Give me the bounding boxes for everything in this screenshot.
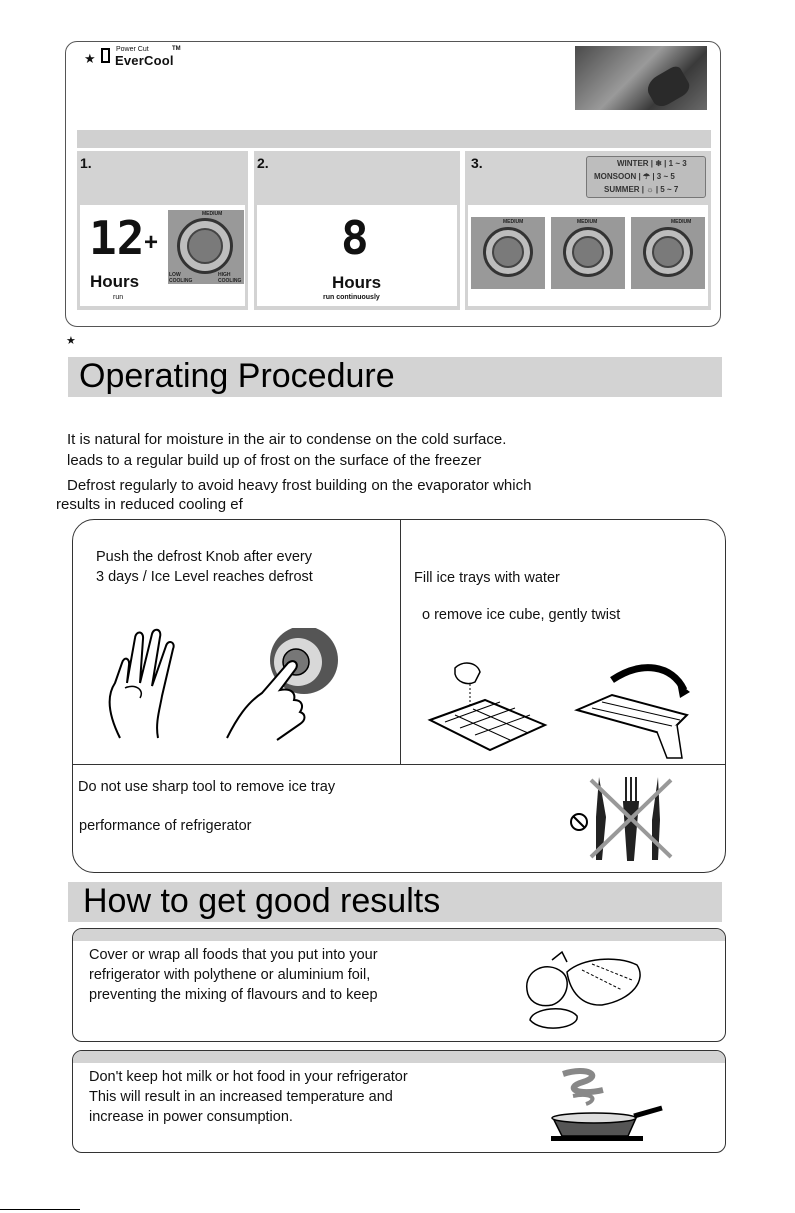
results-header [68, 882, 722, 922]
season-row: MONSOON | ☂ | 3 ~ 5 [594, 172, 675, 181]
footer-rule [0, 1209, 80, 1210]
hot-food-pan-icon [548, 1066, 668, 1144]
step-2-number: 2. [257, 155, 269, 171]
digits-12: 12 [89, 211, 145, 265]
step-1-content [80, 205, 245, 306]
ice-text-line: Fill ice trays with water [414, 570, 560, 586]
grey-band [73, 929, 725, 941]
result-text-line: refrigerator with polythene or aluminium foil, [89, 967, 371, 983]
result-text-line: This will result in an increased temperature and [89, 1089, 393, 1105]
season-name: SUMMER [604, 185, 640, 194]
ice-text-line: o remove ice cube, gently twist [422, 607, 621, 623]
dial-knob-icon [652, 236, 684, 268]
dial-knob-icon [187, 228, 223, 264]
dial-knob-icon [492, 236, 524, 268]
step-3-content [468, 205, 708, 306]
para-line: It is natural for moisture in the air to condense on the cold surface. [67, 431, 507, 448]
para-line: results in reduced cooling ef [56, 496, 243, 513]
season-setting-legend [586, 156, 706, 198]
season-row: SUMMER | ☼ | 5 ~ 7 [604, 185, 679, 194]
star-icon: ★ [84, 51, 96, 66]
season-name: WINTER [617, 159, 649, 168]
wrapped-food-icon [522, 950, 662, 1034]
result-text-line: Don't keep hot milk or hot food in your refrigerator [89, 1069, 408, 1085]
trademark-mark: TM [172, 46, 181, 52]
step-3-number: 3. [471, 155, 483, 171]
evercool-logo-icon [101, 48, 110, 63]
dial-label-medium: MEDIUM [671, 219, 692, 225]
operating-title: Operating Procedure [79, 357, 395, 395]
no-sharp-tools-icon [566, 772, 676, 867]
dial-photo-low [471, 217, 545, 289]
season-name: MONSOON [594, 172, 637, 181]
dial-label-high: HIGH COOLING [218, 272, 242, 284]
result-text-line: Cover or wrap all foods that you put into your [89, 947, 378, 963]
dial-photo [168, 210, 244, 284]
dial-label-medium: MEDIUM [577, 219, 598, 225]
run-caption: run [113, 294, 124, 301]
divider [72, 764, 726, 765]
sun-icon: ☼ [646, 185, 654, 194]
fridge-photo [575, 46, 707, 110]
result-text-line: preventing the mixing of flavours and to keep [89, 987, 378, 1003]
step-2-content [257, 205, 457, 306]
season-range: 5 ~ 7 [660, 185, 679, 194]
ice-tray-fill-icon [425, 660, 550, 755]
plus-sign: + [144, 229, 159, 256]
step-1-panel [77, 151, 248, 310]
hours-label: Hours [90, 272, 140, 291]
three-fingers-hand-icon [100, 628, 190, 748]
dial-knob-icon [572, 236, 604, 268]
ice-tray-twist-icon [572, 660, 702, 760]
digit-8: 8 [341, 211, 369, 265]
hours-label-2: Hours [332, 273, 382, 292]
para-line: leads to a regular build up of frost on the surface of the freezer [67, 452, 482, 469]
rain-cloud-icon: ☂ [642, 172, 651, 181]
step-2-panel [254, 151, 460, 310]
results-title: How to get good results [83, 882, 441, 920]
season-range: 1 ~ 3 [668, 159, 687, 168]
dial-label-low: LOW COOLING [169, 272, 193, 284]
dial-photo-medium [551, 217, 625, 289]
operating-header [68, 357, 722, 397]
dial-photo-high [631, 217, 705, 289]
dial-label-medium: MEDIUM [503, 219, 524, 225]
defrost-text-line: Push the defrost Knob after every [96, 549, 313, 565]
defrost-text-line: 3 days / Ice Level reaches defrost [96, 569, 313, 585]
run-continuously-caption: run continuously [323, 294, 380, 301]
result-text-line: increase in power consumption. [89, 1109, 293, 1125]
grey-band [77, 130, 711, 148]
logo-brand-text: EverCool [115, 53, 174, 68]
footnote-star-icon: ★ [66, 335, 76, 347]
warning-text-line: performance of refrigerator [79, 818, 252, 834]
season-range: 3 ~ 5 [656, 172, 675, 181]
season-row: WINTER | ❄ | 1 ~ 3 [617, 159, 687, 168]
logo-powercut-text: Power Cut [116, 46, 149, 53]
grey-band [73, 1051, 725, 1063]
warning-text-line: Do not use sharp tool to remove ice tray [78, 779, 336, 795]
press-defrost-knob-icon [222, 628, 352, 748]
divider [400, 519, 401, 764]
para-line: Defrost regularly to avoid heavy frost building on the evaporator which [67, 477, 532, 494]
step-1-number: 1. [80, 155, 92, 171]
snowflake-icon: ❄ [655, 159, 662, 168]
dial-label-medium: MEDIUM [202, 211, 223, 217]
